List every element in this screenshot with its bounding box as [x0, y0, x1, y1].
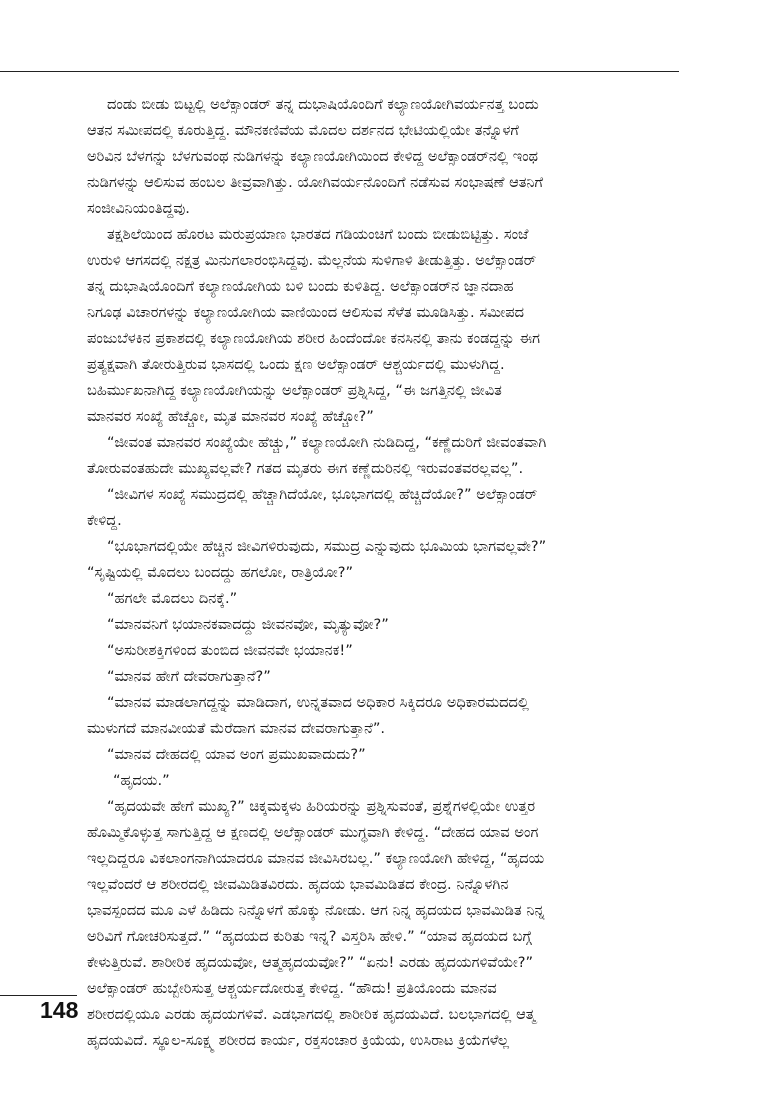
text-line: ನಿಗೂಢ ವಿಚಾರಗಳನ್ನು ಕಲ್ಯಾಣಯೋಗಿಯ ವಾಣಿಯಿಂದ ಆಲಿಸುವ ಸೆಳೆತ ಮೂಡಿಸಿತ್ತು. ಸಮೀಪದ: [87, 304, 525, 321]
text-line: ಭಾವಸ್ಪಂದದ ಮೂ ಎಳೆ ಹಿಡಿದು ನಿನ್ನೊಳಗೆ ಹೊಕ್ಕು ನೋಡು. ಆಗ ನಿನ್ನ ಹೃದಯದ ಭಾವಮಿಡಿತ ನಿನ್ನ: [87, 902, 545, 919]
text-line: “ಮಾನವ ಮಾಡಲಾಗದ್ದನ್ನು ಮಾಡಿದಾಗ, ಉನ್ನತವಾದ ಅಧಿಕಾರ ಸಿಕ್ಕಿದರೂ ಅಧಿಕಾರಮದದಲ್ಲಿ: [107, 694, 529, 711]
text-line: ಬಹಿರ್ಮುಖನಾಗಿದ್ದ ಕಲ್ಯಾಣಯೋಗಿಯನ್ನು ಅಲೆಕ್ಸಾಂಡರ್ ಪ್ರಶ್ನಿಸಿದ್ದ, “ಈ ಜಗತ್ತಿನಲ್ಲಿ ಜೀವಿತ: [87, 382, 502, 399]
text-line: ಇಲ್ಲವೆಂದರೆ ಆ ಶರೀರದಲ್ಲಿ ಜೀವಮಿಡಿತವಿರದು. ಹೃದಯ ಭಾವಮಿಡಿತದ ಕೇಂದ್ರ. ನಿನ್ನೊಳಗಿನ: [87, 876, 509, 893]
text-line: “ಹೃದಯ.”: [113, 772, 170, 789]
text-line: “ಮಾನವನಿಗೆ ಭಯಾನಕವಾದದ್ದು ಜೀವನವೋ, ಮೃತ್ಯುವೋ?”: [107, 616, 389, 633]
text-line: ಅಲೆಕ್ಸಾಂಡರ್ ಹುಬ್ಬೇರಿಸುತ್ತ ಆಶ್ಚರ್ಯದೋರುತ್ತ ಕೇಳಿದ್ದ. “ಹೌದು! ಪ್ರತಿಯೊಂದು ಮಾನವ: [87, 980, 497, 997]
text-line: “ಮಾನವ ದೇಹದಲ್ಲಿ ಯಾವ ಅಂಗ ಪ್ರಮುಖವಾದುದು?”: [107, 746, 366, 763]
text-line: ಮಾನವರ ಸಂಖ್ಯೆ ಹೆಚ್ಚೋ, ಮೃತ ಮಾನವರ ಸಂಖ್ಯೆ ಹೆಚ್ಚೋ?”: [87, 408, 374, 425]
text-line: “ಅಸುರೀಶಕ್ತಿಗಳಿಂದ ತುಂಬಿದ ಜೀವನವೇ ಭಯಾನಕ!”: [107, 642, 353, 659]
text-line: ಅರಿವಿಗೆ ಗೋಚರಿಸುತ್ತದೆ.” “ಹೃದಯದ ಕುರಿತು ಇನ್ನ? ವಿಸ್ತರಿಸಿ ಹೇಳಿ.” “ಯಾವ ಹೃದಯದ ಬಗ್ಗೆ: [87, 928, 532, 945]
text-line: ಪ್ರತ್ಯಕ್ಷವಾಗಿ ತೋರುತ್ತಿರುವ ಭಾಸದಲ್ಲಿ ಒಂದು ಕ್ಷಣ ಅಲೆಕ್ಸಾಂಡರ್ ಆಶ್ಚರ್ಯದಲ್ಲಿ ಮುಳುಗಿದ್ದ.: [87, 356, 505, 373]
text-line: “ಹೃದಯವೇ ಹೇಗೆ ಮುಖ್ಯ?” ಚಿಕ್ಕಮಕ್ಕಳು ಹಿರಿಯರನ್ನು ಪ್ರಶ್ನಿಸುವಂತೆ, ಪ್ರಶ್ನೆಗಳಲ್ಲಿಯೇ ಉತ್ತರ: [107, 798, 536, 815]
text-line: ಉರುಳಿ ಆಗಸದಲ್ಲಿ ನಕ್ಷತ್ರ ಮಿನುಗಲಾರಂಭಿಸಿದ್ದವು. ಮೆಲ್ಲನೆಯ ಸುಳಿಗಾಳಿ ತೀಡುತ್ತಿತ್ತು. ಅಲೆಕ್ಸಾಂಡರ್: [87, 252, 537, 269]
text-line: “ಜೀವಂತ ಮಾನವರ ಸಂಖ್ಯೆಯೇ ಹೆಚ್ಚು,” ಕಲ್ಯಾಣಯೋಗಿ ನುಡಿದಿದ್ದ, “ಕಣ್ಣೆದುರಿಗೆ ಜೀವಂತವಾಗಿ: [107, 434, 547, 451]
text-line: ಆತನ ಸಮೀಪದಲ್ಲಿ ಕೂರುತ್ತಿದ್ದ. ಮೌನಕಣಿವೆಯ ಮೊದಲ ದರ್ಶನದ ಭೇಟಿಯಲ್ಲಿಯೇ ತನ್ನೊಳಗೆ: [87, 122, 519, 139]
text-line: “ಹಗಲೇ ಮೊದಲು ದಿನಕ್ಕೆ.”: [107, 590, 238, 607]
text-line: “ಜೀವಿಗಳ ಸಂಖ್ಯೆ ಸಮುದ್ರದಲ್ಲಿ ಹೆಚ್ಚಾಗಿದೆಯೋ, ಭೂಭಾಗದಲ್ಲಿ ಹೆಚ್ಚಿದೆಯೋ?” ಅಲೆಕ್ಸಾಂಡರ್: [107, 486, 538, 503]
text-line: ಮುಳುಗದೆ ಮಾನವೀಯತೆ ಮೆರೆದಾಗ ಮಾನವ ದೇವರಾಗುತ್ತಾನೆ”.: [87, 720, 386, 737]
text-line: ಶರೀರದಲ್ಲಿಯೂ ಎರಡು ಹೃದಯಗಳಿವೆ. ಎಡಭಾಗದಲ್ಲಿ ಶಾರೀರಿಕ ಹೃದಯವಿದೆ. ಬಲಭಾಗದಲ್ಲಿ ಆತ್ಮ: [87, 1006, 536, 1023]
text-line: “ಮಾನವ ಹೇಗೆ ದೇವರಾಗುತ್ತಾನೆ?”: [107, 668, 271, 685]
text-line: “ಸೃಷ್ಟಿಯಲ್ಲಿ ಮೊದಲು ಬಂದದ್ದು ಹಗಲೋ, ರಾತ್ರಿಯೋ?”: [87, 564, 354, 581]
text-line: ತೋರುವಂತಹುದೇ ಮುಖ್ಯವಲ್ಲವೇ? ಗತದ ಮೃತರು ಈಗ ಕಣ್ಣೆದುರಿನಲ್ಲಿ ಇರುವಂತವರಲ್ಲವಲ್ಲ”.: [87, 460, 524, 477]
text-line: ಸಂಜೀವಿನಿಯಂತಿದ್ದವು.: [87, 200, 190, 217]
text-line: ನುಡಿಗಳನ್ನು ಆಲಿಸುವ ಹಂಬಲ ತೀವ್ರವಾಗಿತ್ತು. ಯೋಗಿವರ್ಯನೊಂದಿಗೆ ನಡೆಸುವ ಸಂಭಾಷಣೆ ಆತನಿಗೆ: [87, 174, 544, 191]
text-line: ತನ್ನ ದುಭಾಷಿಯೊಂದಿಗೆ ಕಲ್ಯಾಣಯೋಗಿಯ ಬಳಿ ಬಂದು ಕುಳಿತಿದ್ದ. ಅಲೆಕ್ಸಾಂಡರ್‌ನ ಜ್ಞಾನದಾಹ: [87, 278, 514, 295]
text-line: ಪಂಜುಬೆಳಕಿನ ಪ್ರಕಾಶದಲ್ಲಿ ಕಲ್ಯಾಣಯೋಗಿಯ ಶರೀರ ಹಿಂದೆಂದೋ ಕನಸಿನಲ್ಲಿ ತಾನು ಕಂಡದ್ದನ್ನು ಈಗ: [87, 330, 541, 347]
text-line: ತಕ್ಷಶಿಲೆಯಿಂದ ಹೊರಟ ಮರುಪ್ರಯಾಣ ಭಾರತದ ಗಡಿಯಂಚಿಗೆ ಬಂದು ಬೀಡುಬಿಟ್ಟಿತ್ತು. ಸಂಜೆ: [107, 226, 529, 243]
text-line: ಅರಿವಿನ ಬೆಳಗನ್ನು ಬೆಳಗುವಂಥ ನುಡಿಗಳನ್ನು ಕಲ್ಯಾಣಯೋಗಿಯಿಂದ ಕೇಳಿದ್ದ ಅಲೆಕ್ಸಾಂಡರ್‌ನಲ್ಲಿ ಇಂಥ: [87, 148, 539, 165]
text-line: ದಂಡು ಬೀಡು ಬಿಟ್ಟಲ್ಲಿ ಅಲೆಕ್ಸಾಂಡರ್ ತನ್ನ ದುಭಾಷಿಯೊಂದಿಗೆ ಕಲ್ಯಾಣಯೋಗಿವರ್ಯನತ್ತ ಬಂದು: [107, 96, 539, 113]
page-number: 148: [40, 997, 79, 1023]
text-line: ಹೃದಯವಿದೆ. ಸ್ಥೂಲ-ಸೂಕ್ಷ್ಮ ಶರೀರದ ಕಾರ್ಯ, ರಕ್ತಸಂಚಾರ ಕ್ರಿಯೆಯ, ಉಸಿರಾಟ ಕ್ರಿಯೆಗಳೆಲ್ಲ: [87, 1032, 510, 1049]
text-line: ಕೇಳುತ್ತಿರುವೆ. ಶಾರೀರಿಕ ಹೃದಯವೋ, ಆತ್ಮಹೃದಯವೋ?” “ಏನು! ಎರಡು ಹೃದಯಗಳಿವೆಯೇ?”: [87, 954, 534, 971]
text-line: ಕೇಳಿದ್ದ.: [87, 512, 122, 529]
text-line: ಇಲ್ಲದಿದ್ದರೂ ವಿಕಲಾಂಗನಾಗಿಯಾದರೂ ಮಾನವ ಜೀವಿಸಿರಬಲ್ಲ.” ಕಲ್ಯಾಣಯೋಗಿ ಹೇಳಿದ್ದ, “ಹೃದಯ: [87, 850, 545, 867]
text-line: ಹೊಮ್ಮಿಕೊಳ್ಳುತ್ತ ಸಾಗುತ್ತಿದ್ದ ಆ ಕ್ಷಣದಲ್ಲಿ ಅಲೆಕ್ಸಾಂಡರ್ ಮುಗ್ಧವಾಗಿ ಕೇಳಿದ್ದ. “ದೇಹದ ಯಾವ ಅಂಗ: [87, 824, 539, 841]
page-body: [87, 92, 677, 1054]
text-line: “ಭೂಭಾಗದಲ್ಲಿಯೇ ಹೆಚ್ಚಿನ ಜೀವಿಗಳಿರುವುದು, ಸಮುದ್ರ ಎನ್ನುವುದು ಭೂಮಿಯ ಭಾಗವಲ್ಲವೇ?”: [107, 538, 547, 555]
top-rule: [0, 71, 679, 72]
